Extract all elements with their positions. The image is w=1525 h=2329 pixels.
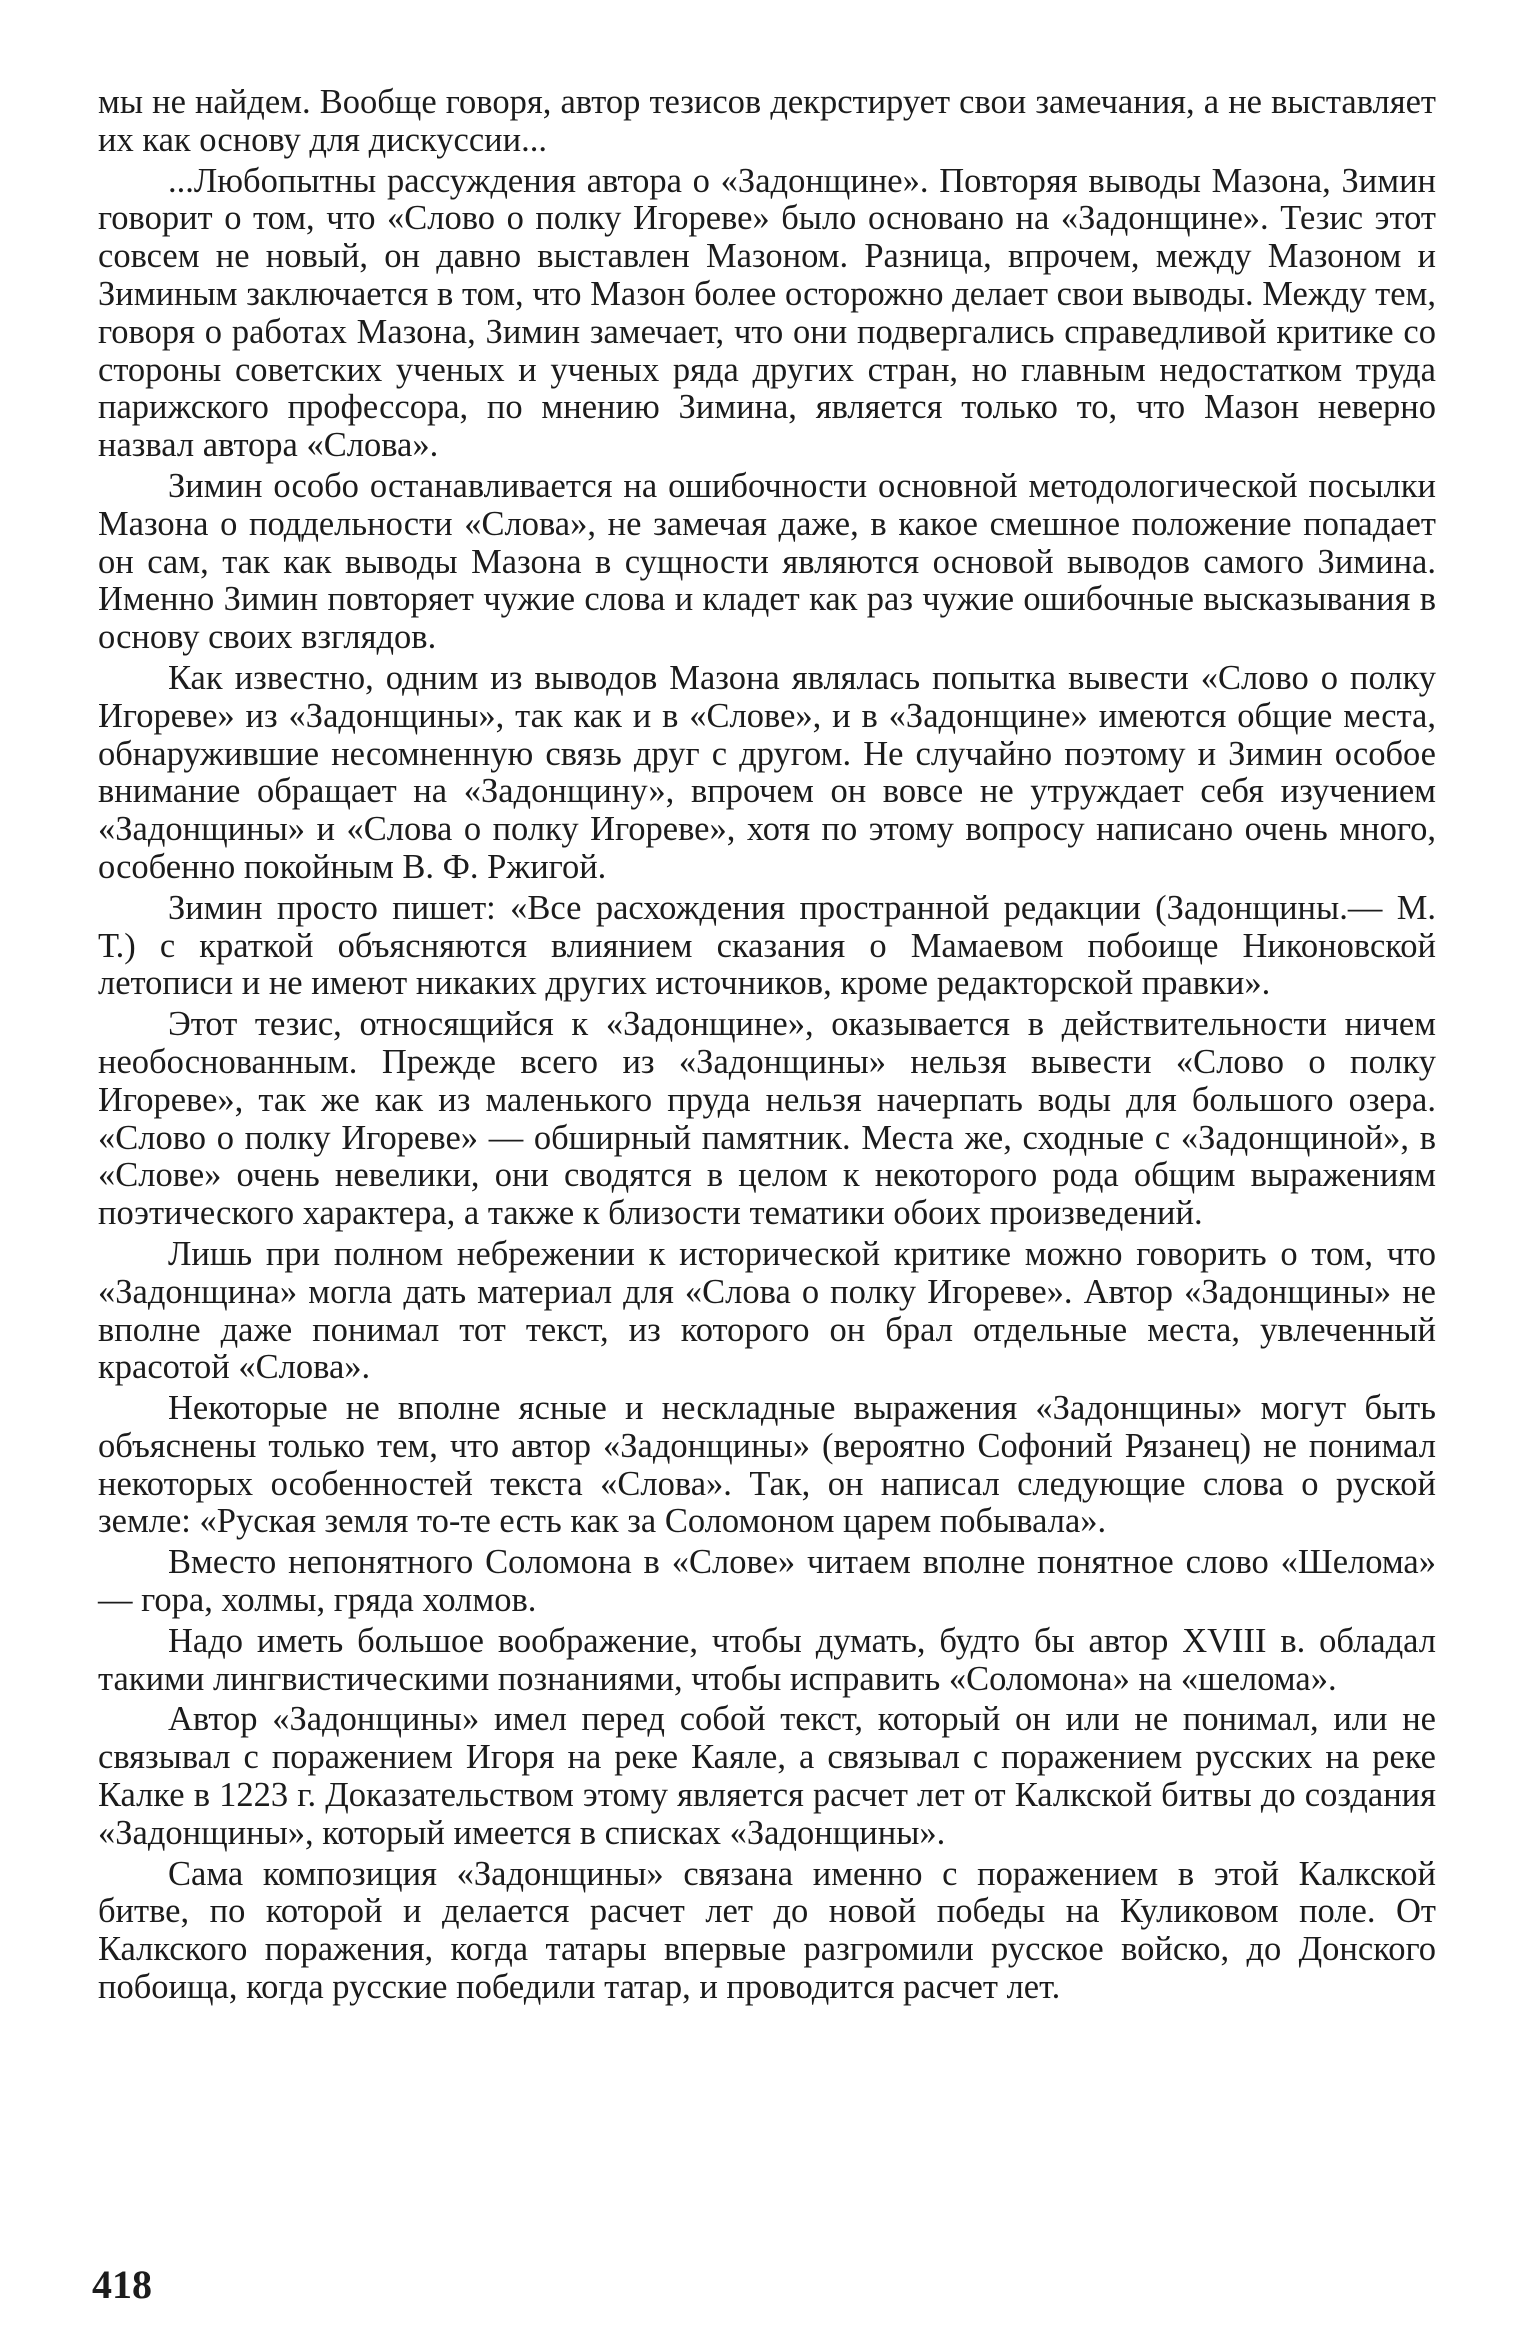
paragraph-7: Лишь при полном небрежении к исторической критике можно говорить о том, что «Задонщина» могла дать материал для «Слова о полку Игореве». Автор «Задонщины» не вполне даже понимал тот текст, из которого он брал отдельные места, увлеченный красотой «Слова». bbox=[98, 1234, 1436, 1387]
paragraph-2: ...Любопытны рассуждения автора о «Задонщине». Повторяя выводы Мазона, Зимин говорит о том, что «Слово о полку Игореве» было основано на «Задонщине». Тезис этот совсем не новый, он давно выставлен Мазоном. Разница, впрочем, между Мазоном и Зиминым заключается в том, что Мазон более осторожно делает свои выводы. Между тем, говоря о работах Мазона, Зимин замечает, что они подвергались справедливой критике со стороны советских ученых и ученых ряда других стран, но главным недостатком труда парижского профессора, по мнению Зимина, является только то, что Мазон неверно назвал автора «Слова». bbox=[98, 161, 1436, 465]
paragraph-3: Зимин особо останавливается на ошибочности основной методологической посылки Мазона о поддельности «Слова», не замечая даже, в какое смешное положение попадает он сам, так как выводы Мазона в сущности являются основой выводов самого Зимина. Именно Зимин повторяет чужие слова и кладет как раз чужие ошибочные высказывания в основу своих взглядов. bbox=[98, 466, 1436, 657]
paragraph-8: Некоторые не вполне ясные и нескладные выражения «Задонщины» могут быть объяснены только тем, что автор «Задонщины» (вероятно Софоний Рязанец) не понимал некоторых особенностей текста «Слова». Так, он написал следующие слова о руской земле: «Руская земля то-те есть как за Соломоном царем побывала». bbox=[98, 1389, 1436, 1541]
paragraph-9: Вместо непонятного Соломона в «Слове» читаем вполне понятное слово «Шелома» — гора, холмы, гряда холмов. bbox=[98, 1543, 1436, 1620]
paragraph-1: мы не найдем. Вообще говоря, автор тезисов декрстирует свои замечания, а не выставляет их как основу для дискуссии... bbox=[98, 83, 1436, 159]
paragraph-6: Этот тезис, относящийся к «Задонщине», оказывается в действительности ничем необоснованным. Прежде всего из «Задонщины» нельзя вывести «Слово о полку Игореве», так же как из маленького пруда нельзя начерпать воды для большого озера. «Слово о полку Игореве» — обширный памятник. Места же, сходные с «Задонщиной», в «Слове» очень невелики, они сводятся в целом к некоторого рода общим выражениям поэтического характера, а также к близости тематики обоих произведений. bbox=[98, 1005, 1436, 1233]
paragraph-12: Сама композиция «Задонщины» связана именно с поражением в этой Калкской битве, по которой и делается расчет лет до новой победы на Куликовом поле. От Калкского поражения, когда татары впервые разгромили русское войско, до Донского побоища, когда русские победили татар, и проводится расчет лет. bbox=[98, 1854, 1436, 2007]
paragraph-5: Зимин просто пишет: «Все расхождения пространной редакции (Задонщины.— М. Т.) с краткой объясняются влиянием сказания о Мамаевом побоище Никоновской летописи и не имеют никаких других источников, кроме редакторской правки». bbox=[98, 888, 1436, 1003]
paragraph-10: Надо иметь большое воображение, чтобы думать, будто бы автор XVIII в. обладал такими лингвистическими познаниями, чтобы исправить «Соломона» на «шелома». bbox=[98, 1621, 1436, 1698]
text-column bbox=[98, 84, 1436, 2010]
page-number: 418 bbox=[92, 2262, 152, 2307]
paragraph-4: Как известно, одним из выводов Мазона являлась попытка вывести «Слово о полку Игореве» из «Задонщины», так как и в «Слове», и в «Задонщине» имеются общие места, обнаружившие несомненную связь друг с другом. Не случайно поэтому и Зимин особое внимание обращает на «Задонщину», впрочем он вовсе не утруждает себя изучением «Задонщины» и «Слова о полку Игореве», хотя по этому вопросу написано очень много, особенно покойным В. Ф. Ржигой. bbox=[98, 658, 1436, 886]
paragraph-11: Автор «Задонщины» имел перед собой текст, который он или не понимал, или не связывал с поражением Игоря на реке Каяле, а связывал с поражением русских на реке Калке в 1223 г. Доказательством этому является расчет лет от Калкской битвы до создания «Задонщины», который имеется в списках «Задонщины». bbox=[98, 1700, 1436, 1852]
